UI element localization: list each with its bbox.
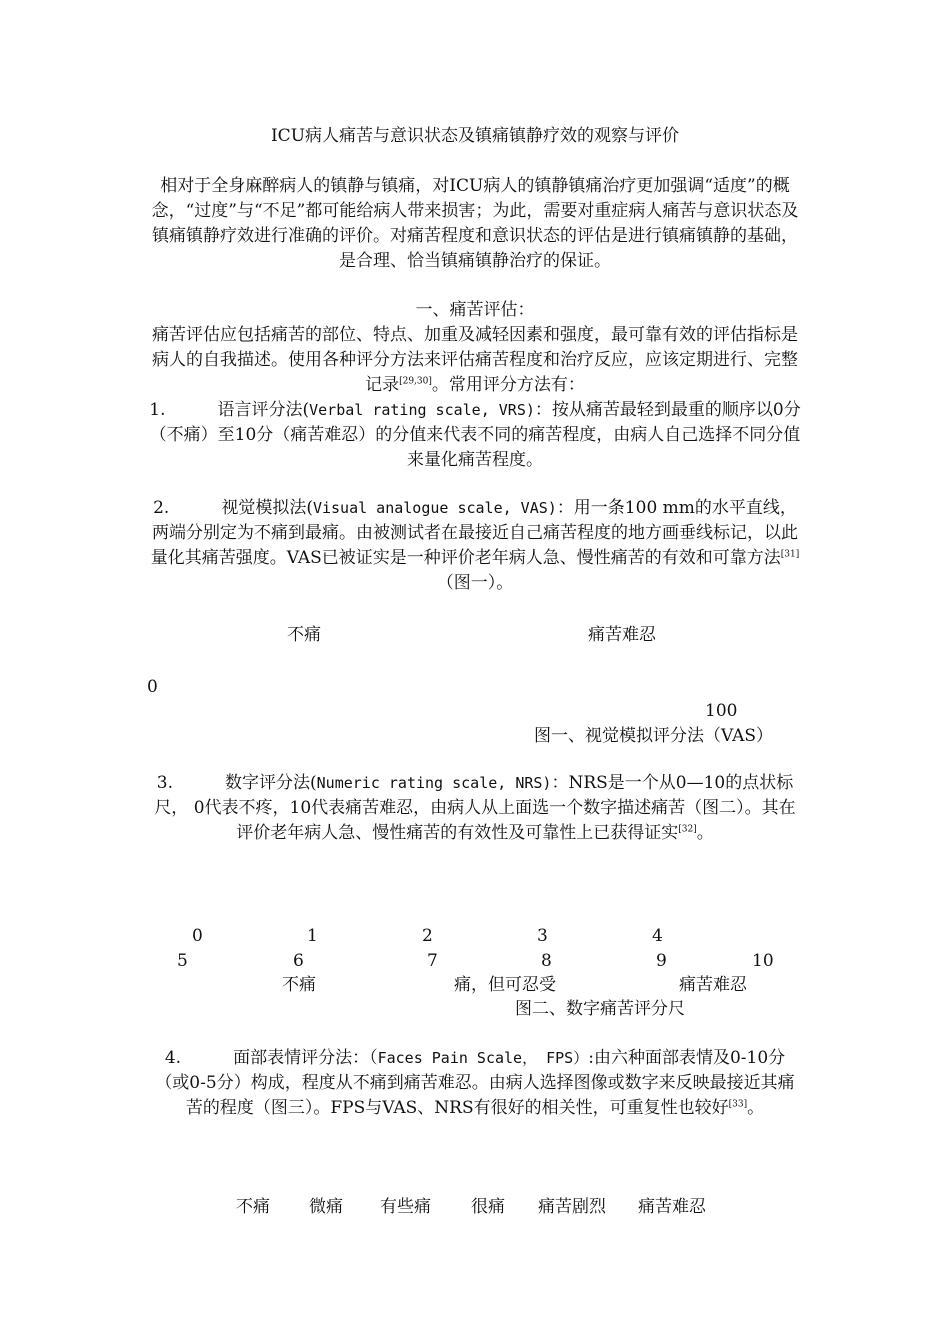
nrs-label-tolerable: 痛，但可忍受 <box>454 975 556 995</box>
nrs-tick: 2 <box>422 926 433 946</box>
nrs-tick: 9 <box>656 951 667 971</box>
nrs-label-no-pain: 不痛 <box>282 975 316 995</box>
item2-text-b: （图一）。 <box>436 573 514 593</box>
vas-caption: 图一、视觉模拟评分法（VAS） <box>534 726 774 746</box>
item2-number: 2. <box>153 498 170 518</box>
item3-text-a: ：NRS是一个从0—10的点状标尺， 0代表不疼，10代表痛苦难忍，由病人从上面选一个数字描述痛苦（图二）。其在评价老年病人急、慢性痛苦的有效性及可靠性上已获得证实 <box>154 773 796 843</box>
nrs-tick: 8 <box>541 951 552 971</box>
item1-name-en: Verbal rating scale, VRS) <box>309 401 535 419</box>
item4-paragraph <box>148 1046 802 1121</box>
item1-paragraph <box>148 398 802 473</box>
nrs-tick: 6 <box>293 951 304 971</box>
section1-paragraph <box>148 323 802 398</box>
item4-text-b: 。 <box>747 1098 765 1118</box>
face-label: 很痛 <box>471 1197 505 1217</box>
item2-name-cn: 视觉模拟法( <box>221 498 313 518</box>
nrs-tick: 1 <box>307 926 318 946</box>
nrs-caption: 图二、数字痛苦评分尺 <box>515 999 685 1019</box>
vas-min-value: 0 <box>147 677 158 697</box>
item3-paragraph <box>148 771 802 846</box>
item1-text: ：按从痛苦最轻到最重的顺序以0分（不痛）至10分（痛苦难忍）的分值来代表不同的痛苦程度，由病人自己选择不同分值来量化痛苦程度。 <box>149 400 801 470</box>
item4-text-a: :由六种面部表情及0-10分（或0-5分）构成，程度从不痛到痛苦难忍。由病人选择图像或数字来反映最接近其痛苦的程度（图三）。FPS与VAS、NRS有很好的相关性，可重复性也较好 <box>155 1048 795 1118</box>
item1-name-cn: 语言评分法( <box>217 400 310 420</box>
item4-name-en: Faces Pain Scale， FPS） <box>377 1049 589 1067</box>
section1-heading: 一、痛苦评估： <box>415 300 535 320</box>
nrs-tick: 5 <box>177 951 188 971</box>
nrs-tick: 4 <box>652 926 663 946</box>
item4-number: 4. <box>164 1048 182 1068</box>
section1-reference: [29,30] <box>399 376 432 387</box>
intro-paragraph: 相对于全身麻醉病人的镇静与镇痛，对ICU病人的镇静镇痛治疗更加强调“适度”的概念，“过度”与“不足”都可能给病人带来损害；为此，需要对重症病人痛苦与意识状态及镇痛镇静疗效进行准确的评价。对痛苦程度和意识状态的评估是进行镇痛镇静的基础，是合理、恰当镇痛镇静治疗的保证。 <box>151 176 799 271</box>
item2-text-a: ：用一条100 mm的水平直线，两端分别定为不痛到最痛。由被测试者在最接近自己痛苦程度的地方画垂线标记，以此量化其痛苦强度。VAS已被证实是一种评价老年病人急、慢性痛苦的有效和可靠方法 <box>150 498 798 568</box>
nrs-tick: 7 <box>427 951 438 971</box>
nrs-tick: 0 <box>192 926 203 946</box>
item1-number: 1. <box>149 400 166 420</box>
nrs-tick: 3 <box>537 926 548 946</box>
vas-right-label: 痛苦难忍 <box>588 625 656 645</box>
item2-paragraph <box>148 496 802 596</box>
face-label: 有些痛 <box>380 1197 431 1217</box>
vas-max-value: 100 <box>705 701 738 721</box>
item4-name-cn: 面部表情评分法：（ <box>233 1048 378 1068</box>
item3-number: 3. <box>156 773 173 793</box>
section1-text-a: 痛苦评估应包括痛苦的部位、特点、加重及减轻因素和强度，最可靠有效的评估指标是病人的自我描述。使用各种评分方法来评估痛苦程度和治疗反应，应该定期进行、完整记录 <box>152 325 798 395</box>
item4-reference: [33] <box>728 1099 748 1110</box>
face-label: 微痛 <box>309 1197 343 1217</box>
item3-name-cn: 数字评分法( <box>225 773 317 793</box>
document-title: ICU病人痛苦与意识状态及镇痛镇静疗效的观察与评价 <box>270 126 680 146</box>
item3-reference: [32] <box>678 824 697 835</box>
vas-left-label: 不痛 <box>287 625 321 645</box>
nrs-label-unbearable: 痛苦难忍 <box>679 975 747 995</box>
section1-text-b: 。常用评分方法有： <box>431 375 585 395</box>
face-label: 痛苦剧烈 <box>538 1197 606 1217</box>
item3-text-b: 。 <box>696 823 714 843</box>
item2-reference: [31] <box>780 549 800 560</box>
face-label: 不痛 <box>236 1197 270 1217</box>
nrs-tick: 10 <box>752 951 774 971</box>
item3-name-en: Numeric rating scale, NRS) <box>316 774 552 792</box>
item2-name-en: Visual analogue scale, VAS) <box>312 499 557 517</box>
face-label: 痛苦难忍 <box>638 1197 706 1217</box>
